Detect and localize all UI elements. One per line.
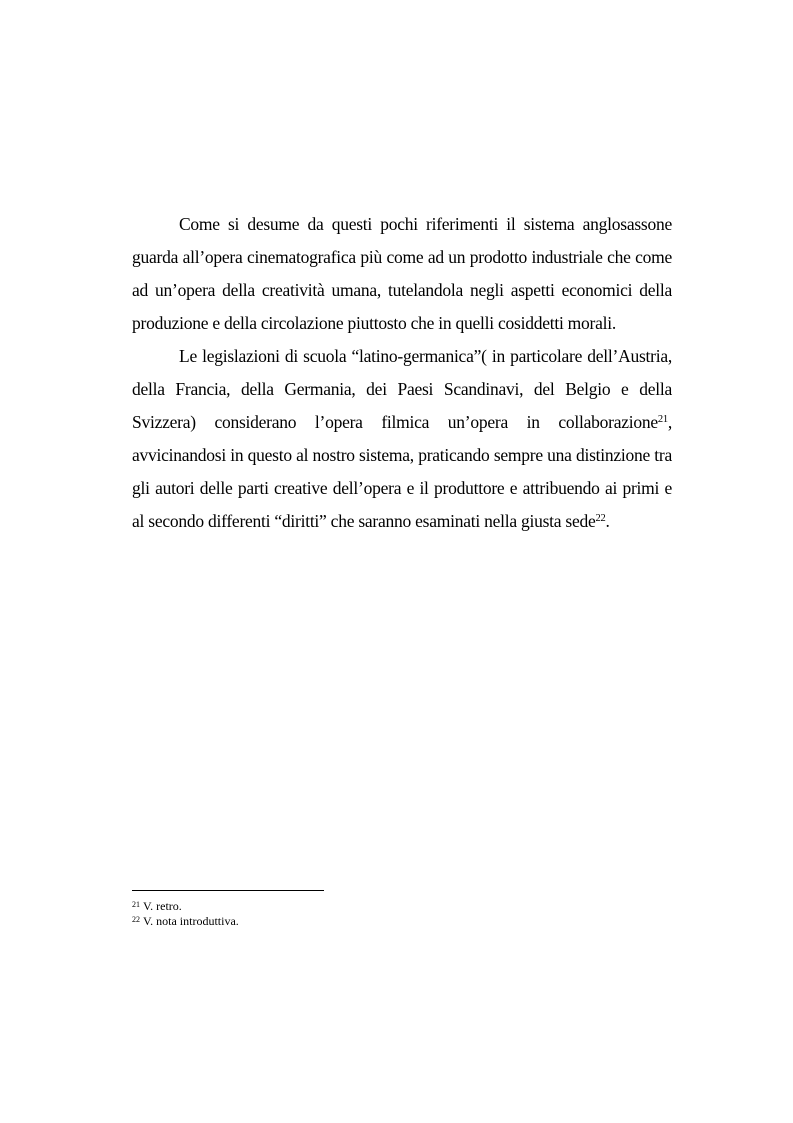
footnote-text: V. nota introduttiva. bbox=[143, 914, 239, 928]
footnotes bbox=[132, 899, 672, 929]
body-text bbox=[132, 208, 672, 538]
paragraph-2-text-part-1: Le legislazioni di scuola “latino-germanica”( in particolare dell’Austria, della Francia, della Germania, dei Paesi Scandinavi, del Belgio e della Svizzera) considerano l’opera filmica un’opera in collaborazione bbox=[132, 346, 672, 432]
footnote-separator bbox=[132, 890, 324, 891]
paragraph-2 bbox=[132, 340, 672, 538]
paragraph-2-text-part-2: , avvicinandosi in questo al nostro sistema, praticando sempre una distinzione tra gli autori delle parti creative dell’opera e il produttore e attribuendo ai primi e al secondo differenti “diritti” che saranno esaminati nella giusta sede bbox=[132, 412, 672, 531]
paragraph-1: Come si desume da questi pochi riferimenti il sistema anglosassone guarda all’opera cinematografica più come ad un prodotto industriale che come ad un’opera della creatività umana, tutelandola negli aspetti economici della produzione e della circolazione piuttosto che in quelli cosiddetti morali. bbox=[132, 214, 672, 333]
footnote-number: 22 bbox=[132, 915, 140, 924]
footnote-number: 21 bbox=[132, 900, 140, 909]
footnote-text: V. retro. bbox=[143, 899, 182, 913]
paragraph-2-text-part-3: . bbox=[605, 511, 610, 531]
footnote-ref-22: 22 bbox=[595, 513, 606, 524]
footnote-21 bbox=[132, 899, 672, 914]
footnote-ref-21: 21 bbox=[657, 414, 668, 425]
footnote-22 bbox=[132, 914, 672, 929]
